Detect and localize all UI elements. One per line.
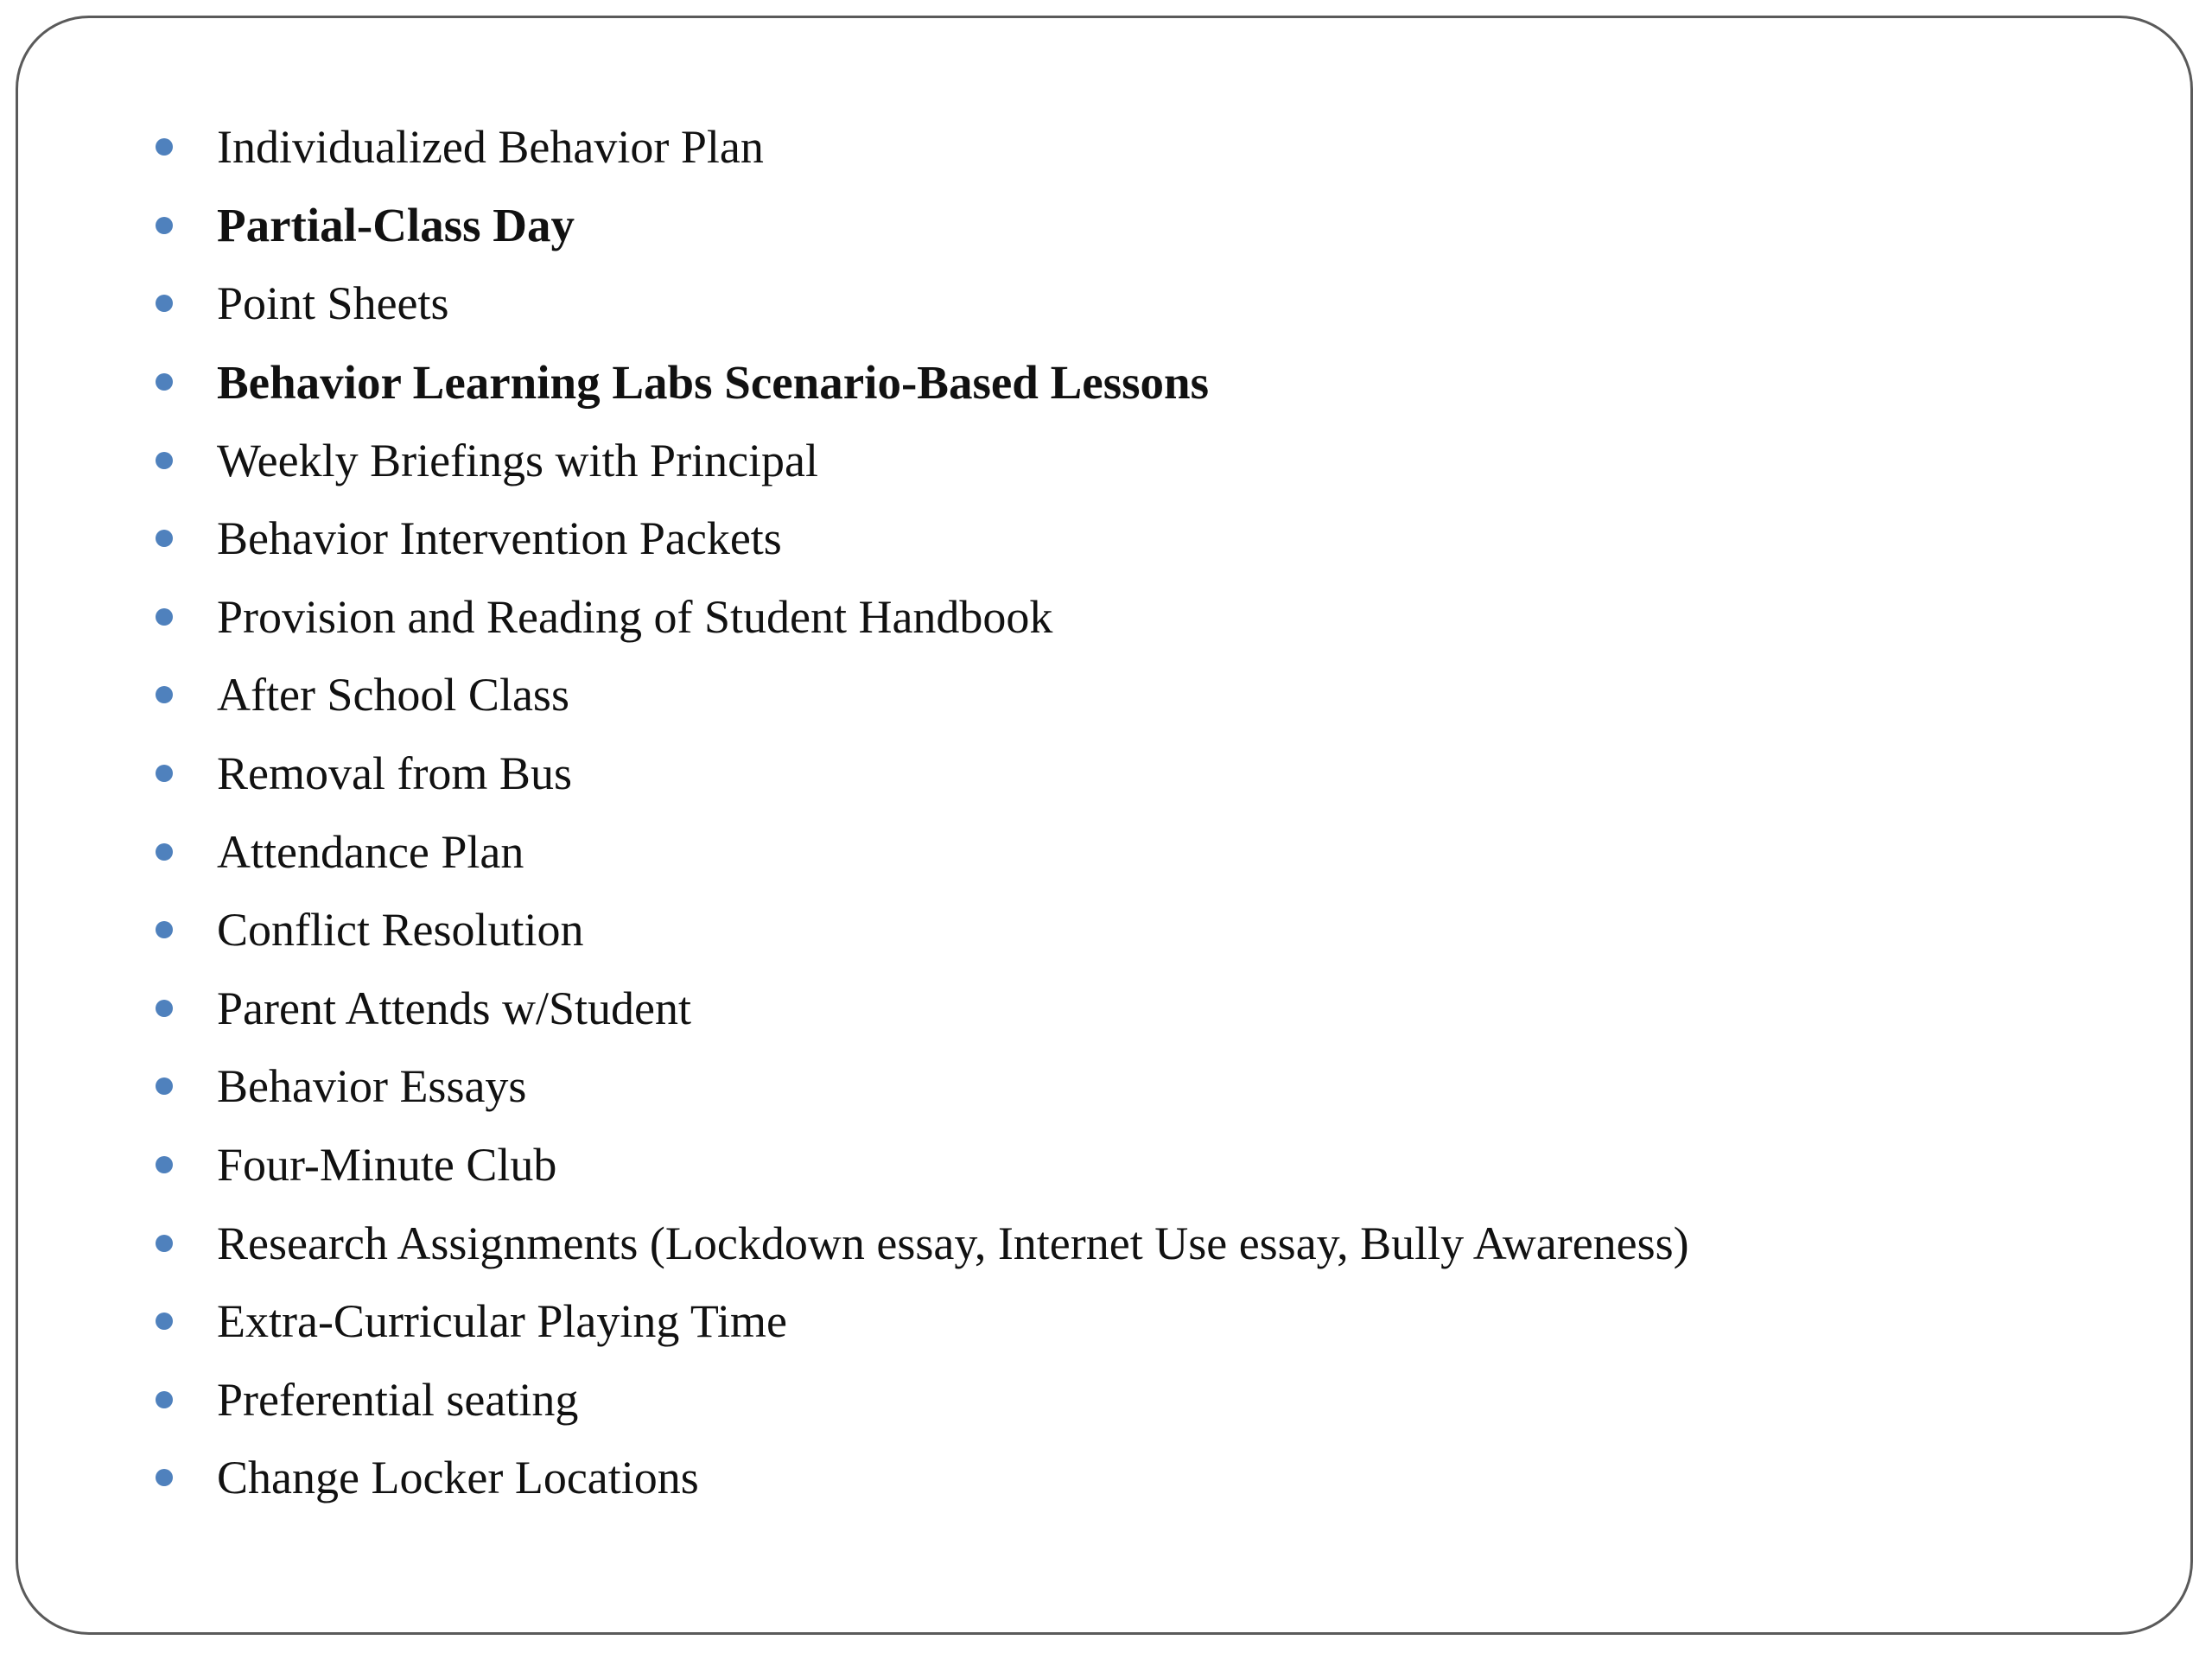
list-item-label: Behavior Intervention Packets [217,512,782,565]
bullet-dot-icon [156,295,173,312]
list-item-label: Weekly Briefings with Principal [217,434,819,486]
list-item-label: Research Assignments (Lockdown essay, Internet Use essay, Bully Awareness) [217,1217,1689,1269]
bullet-dot-icon [156,686,173,703]
bullet-dot-icon [156,138,173,156]
bullet-dot-icon [156,452,173,469]
bullet-dot-icon [156,765,173,782]
list-item-label: Behavior Essays [217,1060,527,1113]
list-item-label: Removal from Bus [217,747,572,800]
list-item-label: Conflict Resolution [217,904,584,957]
bullet-dot-icon [156,843,173,861]
list-item-label: Behavior Learning Labs Scenario-Based Lessons [217,355,1210,409]
list-item-label: Four-Minute Club [217,1139,557,1192]
bullet-dot-icon [156,1077,173,1095]
bullet-dot-icon [156,1000,173,1017]
bullet-dot-icon [156,1156,173,1173]
list-item-label: Parent Attends w/Student [217,982,691,1034]
list-item-label: After School Class [217,669,569,721]
bullet-dot-icon [156,921,173,938]
bullet-dot-icon [156,1469,173,1486]
list-item-label: Extra-Curricular Playing Time [217,1295,787,1348]
bullet-dot-icon [156,530,173,547]
bullet-dot-icon [156,1313,173,1330]
list-item-label: Attendance Plan [217,825,524,878]
bullet-dot-icon [156,1235,173,1252]
bullet-dot-icon [156,373,173,391]
bullet-dot-icon [156,1391,173,1408]
slide-frame [16,16,2193,1635]
bullet-dot-icon [156,608,173,626]
bullet-dot-icon [156,217,173,234]
list-item-label: Partial-Class Day [217,199,575,252]
list-item-label: Point Sheets [217,277,449,330]
list-item-label: Preferential seating [217,1373,579,1426]
list-item-label: Provision and Reading of Student Handbook [217,590,1053,643]
list-item-label: Change Locker Locations [217,1452,699,1504]
list-item-label: Individualized Behavior Plan [217,121,764,174]
